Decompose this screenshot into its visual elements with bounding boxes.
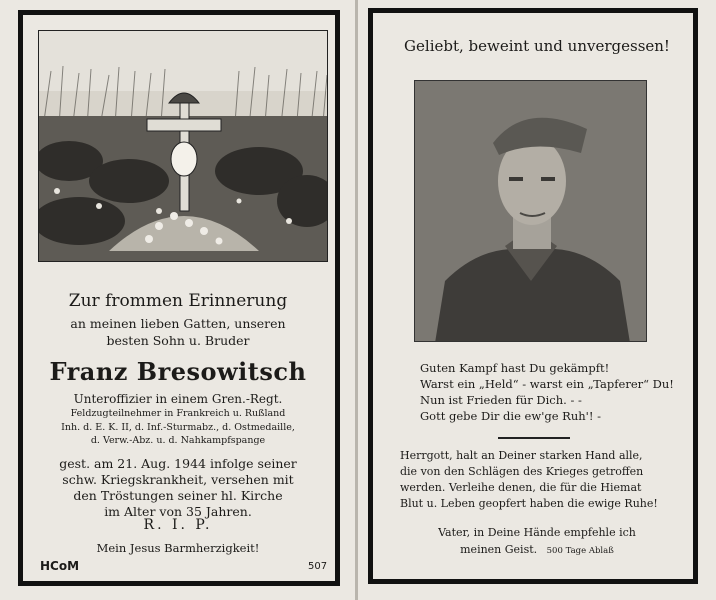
printer-mark: HCoM bbox=[40, 559, 80, 573]
dedication-line: an meinen lieben Gatten, unseren bbox=[70, 316, 286, 331]
divider-rule bbox=[498, 437, 570, 439]
mercy-prayer: Mein Jesus Barmherzigkeit! bbox=[96, 541, 260, 555]
poem-line: Guten Kampf hast Du gekämpft! bbox=[420, 361, 610, 375]
death-line: den Tröstungen seiner hl. Kirche bbox=[73, 488, 283, 503]
campaigns-line: Feldzugteilnehmer in Frankreich u. Rußland bbox=[70, 408, 286, 419]
poem-line: Warst ein „Held“ - warst ein „Tapferer“ Du! bbox=[420, 377, 674, 391]
rip-text: R. I. P. bbox=[143, 517, 213, 533]
poem-line: Gott gebe Dir die ew'ge Ruh'! - bbox=[420, 409, 601, 423]
last-words-line bbox=[358, 543, 716, 556]
right-headline: Geliebt, beweint und unvergessen! bbox=[404, 37, 670, 55]
last-words-text: meinen Geist. bbox=[460, 543, 538, 556]
prayer-line: die von den Schlägen des Krieges getroffen bbox=[400, 465, 644, 478]
poem-line: Nun ist Frieden für Dich. - - bbox=[420, 393, 582, 407]
grave-illustration bbox=[38, 30, 328, 262]
last-words-line: Vater, in Deine Hände empfehle ich bbox=[438, 526, 636, 539]
death-line: gest. am 21. Aug. 1944 infolge seiner bbox=[59, 456, 297, 471]
rank-line: Unteroffizier in einem Gren.-Regt. bbox=[73, 392, 283, 406]
prayer-line: werden. Verleihe denen, die für die Hiemat bbox=[400, 481, 642, 494]
death-line: im Alter von 35 Jahren. bbox=[104, 504, 252, 519]
memorial-heading: Zur frommen Erinnerung bbox=[68, 291, 288, 311]
prayer-line: Herrgott, halt an Deiner starken Hand alle, bbox=[400, 449, 643, 462]
card-number: 507 bbox=[308, 561, 328, 572]
soldier-portrait bbox=[414, 80, 647, 342]
prayer-line: Blut u. Leben geopfert haben die ewige Ruhe! bbox=[400, 497, 658, 510]
decorations-line: Inh. d. E. K. II, d. Inf.-Sturmabz., d. Ostmedaille, bbox=[61, 422, 295, 433]
deceased-name: Franz Bresowitsch bbox=[49, 357, 307, 386]
dedication-line: besten Sohn u. Bruder bbox=[106, 333, 250, 348]
indulgence-note: 500 Tage Ablaß bbox=[546, 546, 614, 556]
death-line: schw. Kriegskrankheit, versehen mit bbox=[62, 472, 294, 487]
decorations-line: d. Verw.-Abz. u. d. Nahkampfspange bbox=[90, 435, 266, 446]
